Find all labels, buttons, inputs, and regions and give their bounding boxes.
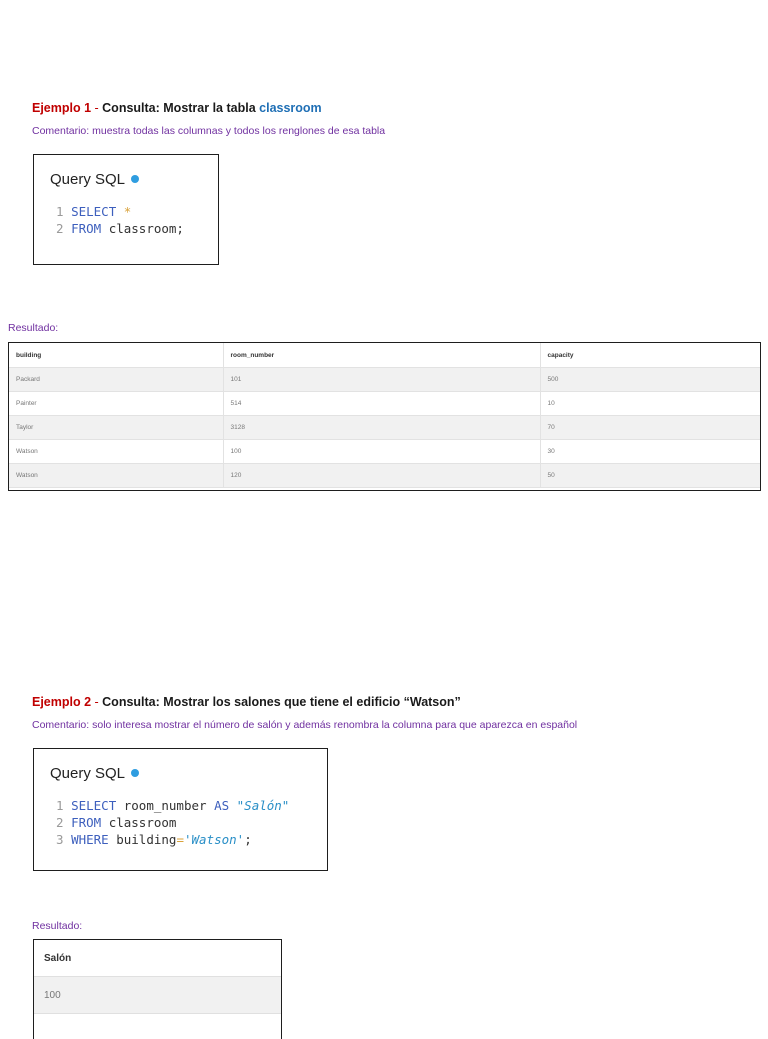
status-dot-icon [131, 769, 139, 777]
example2-heading [32, 695, 461, 709]
example1-consulta: Consulta: Mostrar la tabla [102, 101, 260, 115]
table-row: Watson 120 50 [9, 464, 760, 488]
table-row: Taylor 3128 70 [9, 416, 760, 440]
table-row: 100 [34, 977, 281, 1014]
example1-heading [32, 101, 322, 115]
query-title: Query SQL [50, 765, 139, 782]
result-table-2 [33, 939, 282, 1039]
line-number: 1 [56, 204, 64, 219]
code-block: 1 SELECT room_number AS "Salón" 2 FROM classroom 3 WHERE building='Watson'; [56, 798, 290, 847]
result-table-1 [8, 342, 761, 491]
example1-comment: Comentario: muestra todas las columnas y todos los renglones de esa tabla [32, 125, 386, 137]
query-box-1 [33, 154, 219, 265]
result-label-2: Resultado: [32, 920, 83, 932]
query-title: Query SQL [50, 171, 139, 188]
example2-label: Ejemplo 2 [32, 695, 92, 709]
table-row: Painter 514 10 [9, 392, 760, 416]
table-row: Watson 100 30 [9, 440, 760, 464]
column-header: room_number [223, 343, 540, 368]
example1-table-name: classroom [259, 101, 322, 115]
example1-sep: - [91, 101, 103, 115]
example1-label: Ejemplo 1 [32, 101, 92, 115]
table-row: Packard 101 500 [9, 368, 760, 392]
example2-comment: Comentario: solo interesa mostrar el número de salón y además renombra la columna para que aparezca en español [32, 719, 578, 731]
table-header-row [34, 940, 281, 977]
result-label-1: Resultado: [8, 322, 59, 334]
line-number: 2 [56, 221, 64, 236]
column-header: capacity [540, 343, 760, 368]
example2-consulta: Consulta: Mostrar los salones que tiene el edificio “Watson” [102, 695, 461, 709]
table-header-row [9, 343, 760, 368]
code-block: 1 SELECT * 2 FROM classroom; [56, 204, 184, 236]
status-dot-icon [131, 175, 139, 183]
column-header: Salón [34, 940, 281, 977]
example2-sep: - [91, 695, 103, 709]
query-box-2 [33, 748, 328, 871]
column-header: building [9, 343, 223, 368]
